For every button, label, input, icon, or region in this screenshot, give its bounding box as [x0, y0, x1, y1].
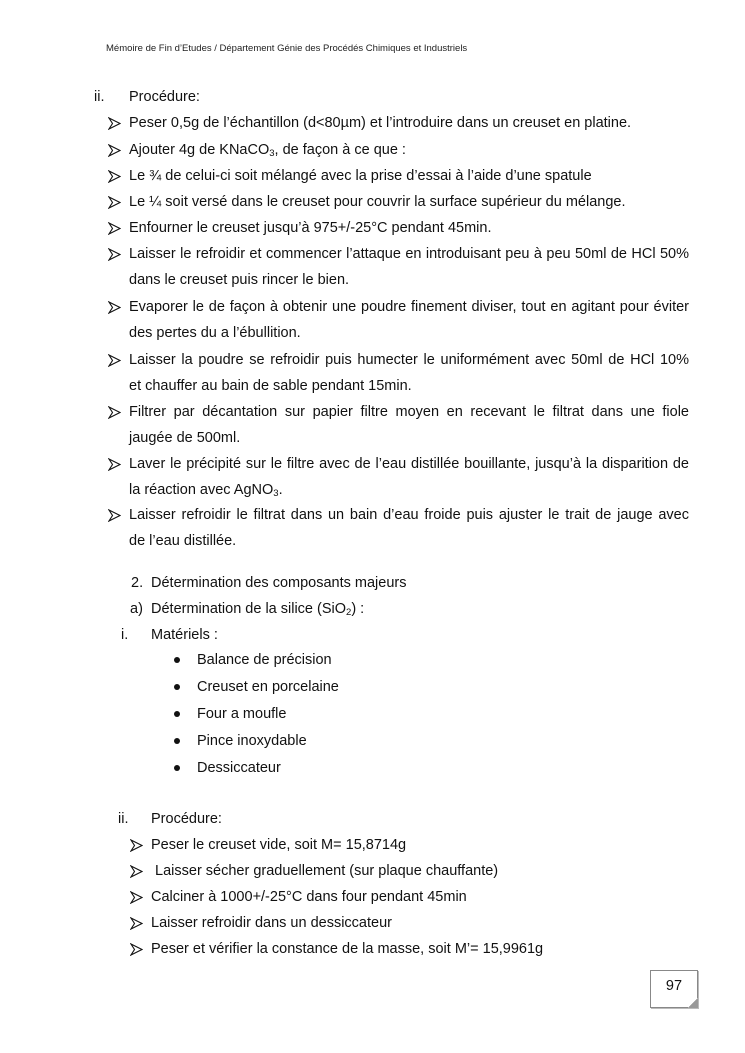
procedure-step: Evaporer le de façon à obtenir une poudre finement diviser, tout en agitant pour éviter — [129, 299, 689, 315]
round-bullet-icon — [174, 711, 180, 717]
procedure-step: Laisser le refroidir et commencer l’attaque en introduisant peu à peu 50ml de HCl 50% — [129, 246, 689, 262]
section-heading: Détermination des composants majeurs — [151, 575, 407, 591]
procedure-step: Filtrer par décantation sur papier filtre moyen en recevant le filtrat dans une fiole — [129, 404, 689, 420]
arrowhead-bullet-icon — [108, 196, 121, 209]
arrowhead-bullet-icon — [108, 144, 121, 157]
procedure-step: Enfourner le creuset jusqu’à 975+/-25°C pendant 45min. — [129, 220, 492, 236]
procedure-step: Laisser sécher graduellement (sur plaque chauffante) — [151, 863, 499, 879]
subsection-heading: Détermination de la silice (SiO$_2$) : — [151, 601, 365, 618]
arrowhead-bullet-icon — [108, 222, 121, 235]
subsection-marker: a) — [130, 601, 143, 617]
procedure-step-continuation: et chauffer au bain de sable pendant 15min. — [129, 378, 412, 394]
materials-title: Matériels : — [151, 627, 218, 643]
page-number: 97 — [665, 978, 683, 994]
procedure-step-continuation: la réaction avec AgNO$_3$. — [129, 482, 283, 499]
arrowhead-bullet-icon — [130, 943, 143, 956]
procedure-marker: ii. — [118, 811, 129, 827]
procedure-step: Le ¼ soit versé dans le creuset pour couvrir la surface supérieur du mélange. — [129, 194, 626, 210]
procedure-step: Le ¾ de celui-ci soit mélangé avec la prise d’essai à l’aide d’une spatule — [129, 168, 592, 184]
page-curl-icon — [688, 998, 698, 1008]
running-header: Mémoire de Fin d’Etudes / Département Génie des Procédés Chimiques et Industriels — [106, 43, 468, 54]
arrowhead-bullet-icon — [130, 917, 143, 930]
arrowhead-bullet-icon — [108, 509, 121, 522]
materials-marker: i. — [121, 627, 129, 643]
material-item: Balance de précision — [197, 652, 332, 668]
arrowhead-bullet-icon — [108, 458, 121, 471]
arrowhead-bullet-icon — [108, 117, 121, 130]
procedure-step-continuation: jaugée de 500ml. — [129, 430, 241, 446]
arrowhead-bullet-icon — [130, 865, 143, 878]
procedure-step-continuation: des pertes du a l’ébullition. — [129, 325, 301, 341]
arrowhead-bullet-icon — [108, 248, 121, 261]
procedure-step-continuation: dans le creuset puis rincer le bien. — [129, 272, 350, 288]
section-marker: ii. — [94, 89, 105, 105]
procedure-step: Laisser la poudre se refroidir puis humecter le uniformément avec 50ml de HCl 10% — [129, 352, 689, 368]
round-bullet-icon — [174, 684, 180, 690]
procedure-step-continuation: de l’eau distillée. — [129, 533, 237, 549]
page-number-box — [650, 970, 698, 1008]
round-bullet-icon — [174, 765, 180, 771]
section-title: Procédure: — [129, 89, 200, 105]
material-item: Creuset en porcelaine — [197, 679, 339, 695]
procedure-step: Peser et vérifier la constance de la masse, soit M’= 15,9961g — [151, 941, 544, 957]
material-item: Dessiccateur — [197, 760, 281, 776]
arrowhead-bullet-icon — [108, 354, 121, 367]
round-bullet-icon — [174, 738, 180, 744]
round-bullet-icon — [174, 657, 180, 663]
section-number: 2. — [131, 575, 144, 591]
arrowhead-bullet-icon — [130, 891, 143, 904]
arrowhead-bullet-icon — [130, 839, 143, 852]
material-item: Pince inoxydable — [197, 733, 307, 749]
procedure-title: Procédure: — [151, 811, 222, 827]
material-item: Four a moufle — [197, 706, 287, 722]
procedure-step: Calciner à 1000+/-25°C dans four pendant 45min — [151, 889, 467, 905]
procedure-step: Peser le creuset vide, soit M= 15,8714g — [151, 837, 407, 853]
arrowhead-bullet-icon — [108, 406, 121, 419]
procedure-step: Peser 0,5g de l’échantillon (d<80µm) et l’introduire dans un creuset en platine. — [129, 115, 632, 131]
arrowhead-bullet-icon — [108, 301, 121, 314]
procedure-step: Ajouter 4g de KNaCO$_3$, de façon à ce que : — [129, 142, 406, 159]
procedure-step: Laisser refroidir le filtrat dans un bain d’eau froide puis ajuster le trait de jauge avec — [129, 507, 689, 523]
arrowhead-bullet-icon — [108, 170, 121, 183]
procedure-step: Laver le précipité sur le filtre avec de l’eau distillée bouillante, jusqu’à la disparition de — [129, 456, 689, 472]
procedure-step: Laisser refroidir dans un dessiccateur — [151, 915, 392, 931]
